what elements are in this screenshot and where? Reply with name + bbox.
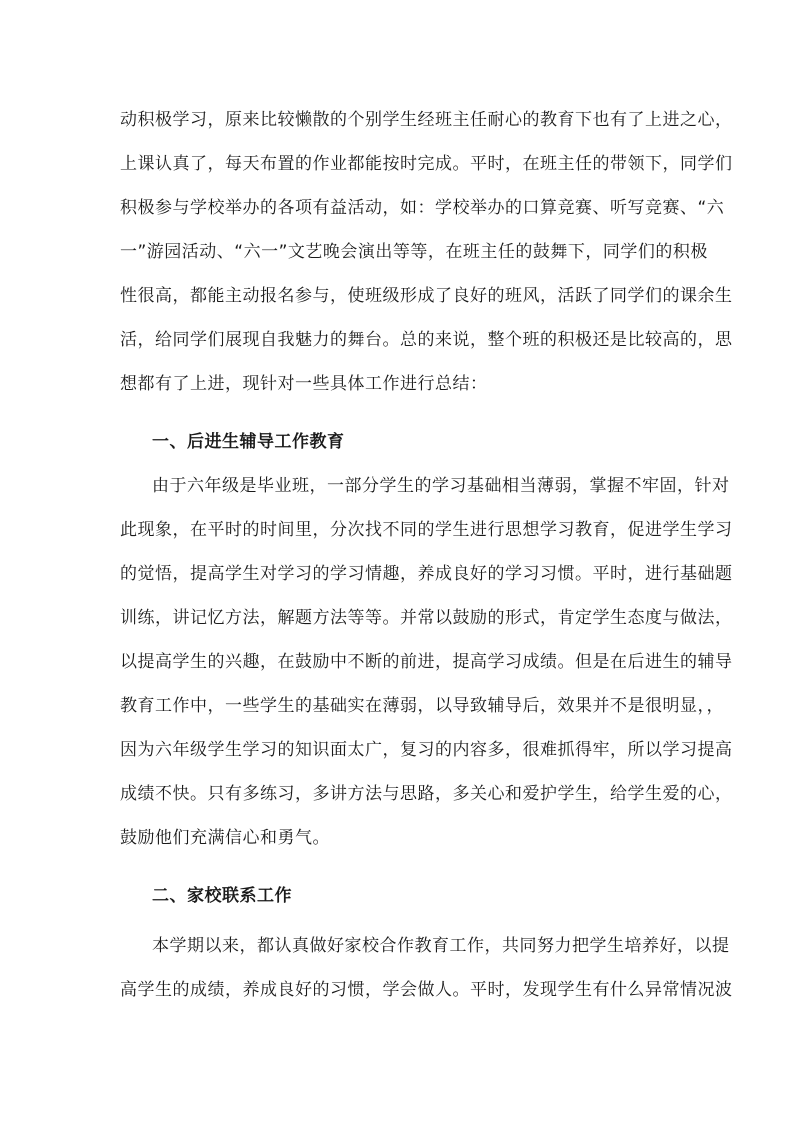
paragraph-line: 教育工作中，一些学生的基础实在薄弱，以导致辅导后，效果并不是很明显，， [120, 696, 724, 716]
paragraph-line: 积极参与学校举办的各项有益活动，如：学校举办的口算竞赛、听写竞赛、“六 [120, 198, 725, 218]
paragraph-line: 本学期以来，都认真做好家校合作教育工作，共同努力把学生培养好，以提 [152, 936, 730, 956]
paragraph-line: 训练，讲记忆方法，解题方法等等。并常以鼓励的形式，肯定学生态度与做法， [120, 608, 733, 628]
paragraph-line: 性很高，都能主动报名参与，使班级形成了良好的班风，活跃了同学们的课余生 [120, 286, 733, 306]
paragraph-line: 鼓励他们充满信心和勇气。 [120, 828, 330, 848]
section-heading-2: 二、家校联系工作 [152, 886, 292, 906]
paragraph-line: 动积极学习，原来比较懒散的个别学生经班主任耐心的教育下也有了上进之心， [120, 110, 733, 130]
paragraph-line: 以提高学生的兴趣，在鼓励中不断的前进，提高学习成绩。但是在后进生的辅导 [120, 652, 733, 672]
paragraph-line: 一”游园活动、“六一”文艺晚会演出等等，在班主任的鼓舞下，同学们的积极 [120, 242, 708, 262]
paragraph-line: 的觉悟，提高学生对学习的学习情趣，养成良好的学习习惯。平时，进行基础题 [120, 564, 733, 584]
paragraph-line: 由于六年级是毕业班，一部分学生的学习基础相当薄弱，掌握不牢固，针对 [152, 476, 730, 496]
paragraph-line: 想都有了上进，现针对一些具体工作进行总结： [120, 374, 488, 394]
paragraph-line: 因为六年级学生学习的知识面太广，复习的内容多，很难抓得牢，所以学习提高 [120, 740, 733, 760]
paragraph-line: 成绩不快。只有多练习，多讲方法与思路，多关心和爱护学生，给学生爱的心， [120, 784, 733, 804]
paragraph-line: 活，给同学们展现自我魅力的舞台。总的来说，整个班的积极还是比较高的，思 [120, 330, 733, 350]
paragraph-line: 上课认真了，每天布置的作业都能按时完成。平时，在班主任的带领下，同学们 [120, 154, 733, 174]
paragraph-line: 高学生的成绩，养成良好的习惯，学会做人。平时，发现学生有什么异常情况波 [120, 980, 733, 1000]
section-heading-1: 一、后进生辅导工作教育 [152, 432, 345, 452]
paragraph-line: 此现象，在平时的时间里，分次找不同的学生进行思想学习教育，促进学生学习 [120, 520, 733, 540]
